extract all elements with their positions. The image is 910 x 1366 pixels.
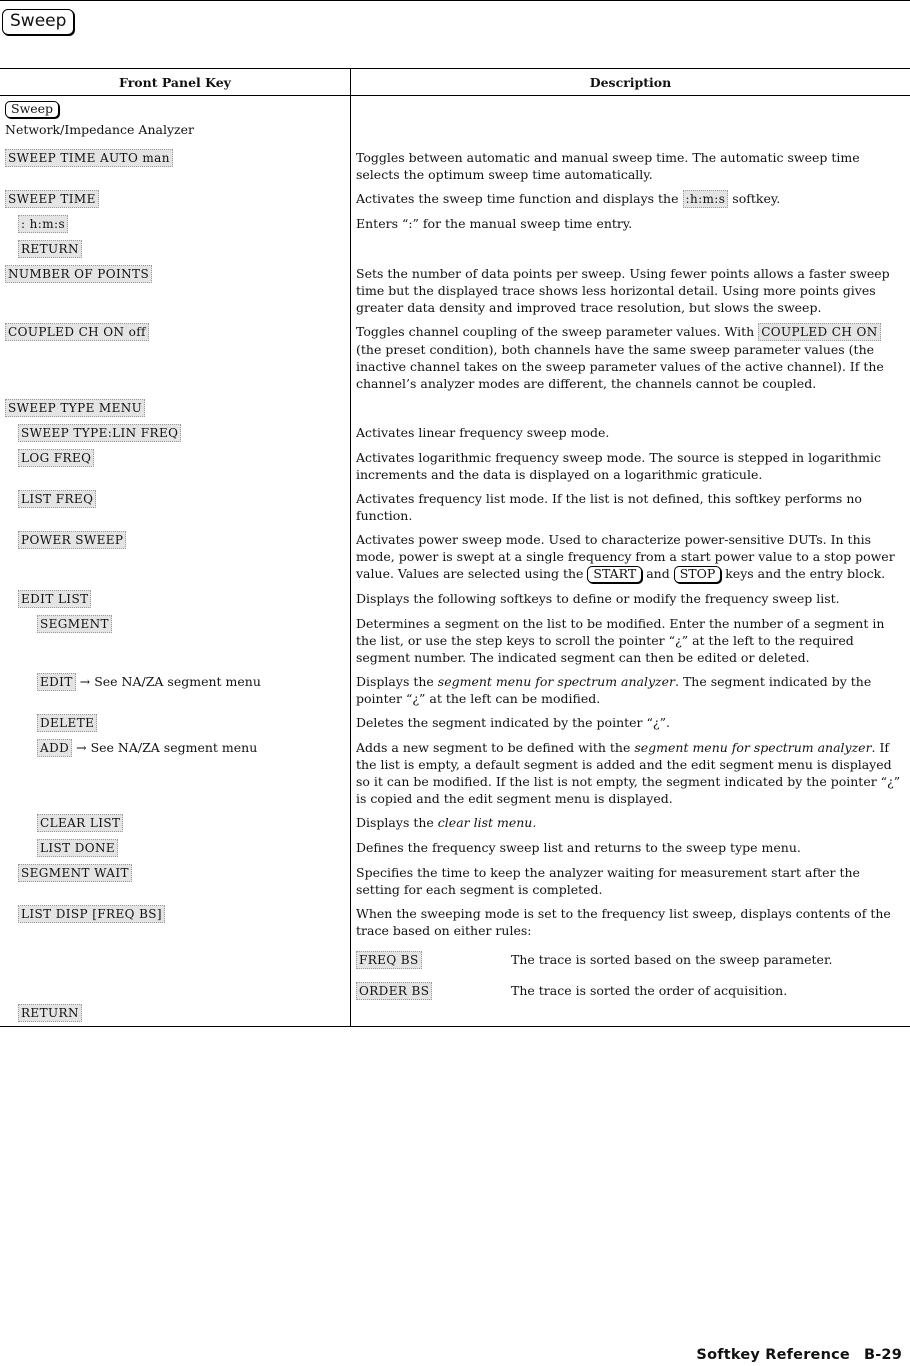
softkey-number-of-points[interactable]: NUMBER OF POINTS: [5, 265, 152, 283]
table-row: [0, 811, 910, 836]
description: Toggles channel coupling of the sweep parameter values. With COUPLED CH ON (the preset condition), both channels have the same sweep parameter values (the inactive channel takes on the sweep parameter values of the active channel). If the channel’s analyzer modes are different, the channels cannot be coupled.: [356, 323, 884, 391]
softkey-add[interactable]: ADD: [37, 739, 72, 757]
softkey-segment[interactable]: SEGMENT: [37, 615, 112, 633]
softkey-clear-list[interactable]: CLEAR LIST: [37, 814, 123, 832]
stop-key: STOP: [674, 566, 722, 583]
softkey-hms[interactable]: : h:m:s: [18, 215, 68, 233]
description: When the sweeping mode is set to the frequency list sweep, displays contents of the trace based on either rules: FREQ BS The trace is sorted based on the sweep parameter. ORDER BS The trace is sorted the order of acquisition.: [351, 902, 910, 1004]
column-header-description: Description: [351, 69, 910, 96]
table-row: [0, 187, 910, 212]
list-disp-option-order-bs: ORDER BS The trace is sorted the order of acquisition.: [356, 982, 906, 1000]
table-row: ADD → See NA/ZA segment menu Adds a new segment to be defined with the segment menu for spectrum analyzer. If the list is empty, a default segment is added and the edit segment menu is displayed so it can be modified. If the list is not empty, the segment indicated by the pointer “¿” is copied and the edit segment menu is displayed.: [0, 736, 910, 811]
softkey-sweep-time[interactable]: SWEEP TIME: [5, 190, 99, 208]
description: Enters “:” for the manual sweep time entry.: [356, 215, 633, 231]
table-row: [0, 861, 910, 902]
description: Toggles between automatic and manual sweep time. The automatic sweep time selects the optimum sweep time automatically.: [356, 149, 860, 182]
softkey-return[interactable]: RETURN: [18, 240, 82, 258]
table-row: [0, 212, 910, 237]
description: Determines a segment on the list to be modified. Enter the number of a segment in the list, or use the step keys to scroll the pointer “¿” at the left to the required segment number. The indicated segment can then be edited or deleted.: [356, 615, 885, 665]
column-header-front-panel-key: Front Panel Key: [0, 69, 351, 96]
description: Activates the sweep time function and displays the :h:m:s softkey.: [356, 190, 781, 206]
softkey-reference-table: [0, 68, 910, 1027]
inline-softkey-hms: :h:m:s: [683, 190, 729, 208]
softkey-power-sweep[interactable]: POWER SWEEP: [18, 531, 126, 549]
softkey-log-freq[interactable]: LOG FREQ: [18, 449, 94, 467]
arrow-right-icon: →: [76, 739, 87, 755]
softkey-segment-wait[interactable]: SEGMENT WAIT: [18, 864, 132, 882]
table-row: [0, 487, 910, 528]
table-row: [0, 237, 910, 262]
arrow-right-icon: →: [79, 673, 91, 689]
softkey-list-done[interactable]: LIST DONE: [37, 839, 118, 857]
description: Adds a new segment to be defined with the segment menu for spectrum analyzer. If the list is empty, a default segment is added and the edit segment menu is displayed so it can be modified. If the list is not empty, the segment indicated by the pointer “¿” is copied and the edit segment menu is displayed.: [356, 739, 901, 806]
description: Displays the following softkeys to define or modify the frequency sweep list.: [356, 590, 840, 606]
top-rule: [0, 0, 910, 1]
table-row: [0, 587, 910, 612]
table-row: [0, 612, 910, 670]
sweep-key[interactable]: Sweep: [5, 101, 59, 118]
softkey-list-freq[interactable]: LIST FREQ: [18, 490, 96, 508]
table-row: [0, 836, 910, 861]
description: Sets the number of data points per sweep. Using fewer points allows a faster sweep time but the displayed trace shows less horizontal detail. Using more points gives greater data density and improved trace resolution, but slows the sweep.: [356, 265, 890, 315]
table-row: [0, 711, 910, 736]
table-row: [0, 528, 910, 587]
table-row: [0, 1004, 910, 1027]
table-row: [0, 320, 910, 396]
description: Displays the clear list menu.: [356, 814, 537, 830]
softkey-edit[interactable]: EDIT: [37, 673, 76, 691]
footer-section: Softkey Reference: [696, 1347, 850, 1363]
softkey-edit-list[interactable]: EDIT LIST: [18, 590, 91, 608]
table-row: [0, 146, 910, 187]
table-row: [0, 902, 910, 1004]
description: Deletes the segment indicated by the pointer “¿”.: [356, 714, 670, 730]
description: Activates linear frequency sweep mode.: [356, 424, 610, 440]
softkey-sweep-time-auto[interactable]: SWEEP TIME AUTO man: [5, 149, 173, 167]
softkey-return-2[interactable]: RETURN: [18, 1004, 82, 1022]
softkey-delete[interactable]: DELETE: [37, 714, 97, 732]
softkey-list-disp[interactable]: LIST DISP [FREQ BS]: [18, 905, 165, 923]
description: Displays the segment menu for spectrum analyzer. The segment indicated by the pointer “¿” at the left can be modified.: [356, 673, 872, 706]
softkey-sweep-type-menu[interactable]: SWEEP TYPE MENU: [5, 399, 145, 417]
table-row: [0, 421, 910, 446]
description: Defines the frequency sweep list and returns to the sweep type menu.: [356, 839, 801, 855]
list-disp-option-freq-bs: FREQ BS The trace is sorted based on the sweep parameter.: [356, 951, 906, 969]
description: Specifies the time to keep the analyzer waiting for measurement start after the setting for each segment is completed.: [356, 864, 860, 897]
footer-page-number: B-29: [863, 1347, 902, 1363]
mode-label: Network/Impedance Analyzer: [5, 121, 194, 137]
softkey-freq-bs[interactable]: FREQ BS: [356, 951, 422, 969]
table-row: [0, 396, 910, 421]
table-row: [0, 446, 910, 487]
page-footer: [682, 1347, 902, 1363]
softkey-coupled-ch[interactable]: COUPLED CH ON off: [5, 323, 149, 341]
description: Activates power sweep mode. Used to characterize power-sensitive DUTs. In this mode, power is swept at a single frequency from a start power value to a stop power value. Values are selected using the START and STOP keys and the entry block.: [356, 531, 895, 581]
sweep-hardkey[interactable]: Sweep: [2, 9, 74, 35]
table-header-row: [0, 69, 910, 96]
softkey-lin-freq[interactable]: SWEEP TYPE:LIN FREQ: [18, 424, 181, 442]
start-key: START: [587, 566, 642, 583]
description: Activates logarithmic frequency sweep mode. The source is stepped in logarithmic increments and the data is displayed on a logarithmic graticule.: [356, 449, 881, 482]
table-row: EDIT → See NA/ZA segment menu Displays the segment menu for spectrum analyzer. The segment indicated by the pointer “¿” at the left can be modified.: [0, 670, 910, 711]
table-row: [0, 262, 910, 320]
softkey-order-bs[interactable]: ORDER BS: [356, 982, 432, 1000]
description: Activates frequency list mode. If the list is not defined, this softkey performs no function.: [356, 490, 862, 523]
table-row: [0, 96, 910, 146]
inline-softkey-coupled-ch-on: COUPLED CH ON: [758, 323, 880, 341]
